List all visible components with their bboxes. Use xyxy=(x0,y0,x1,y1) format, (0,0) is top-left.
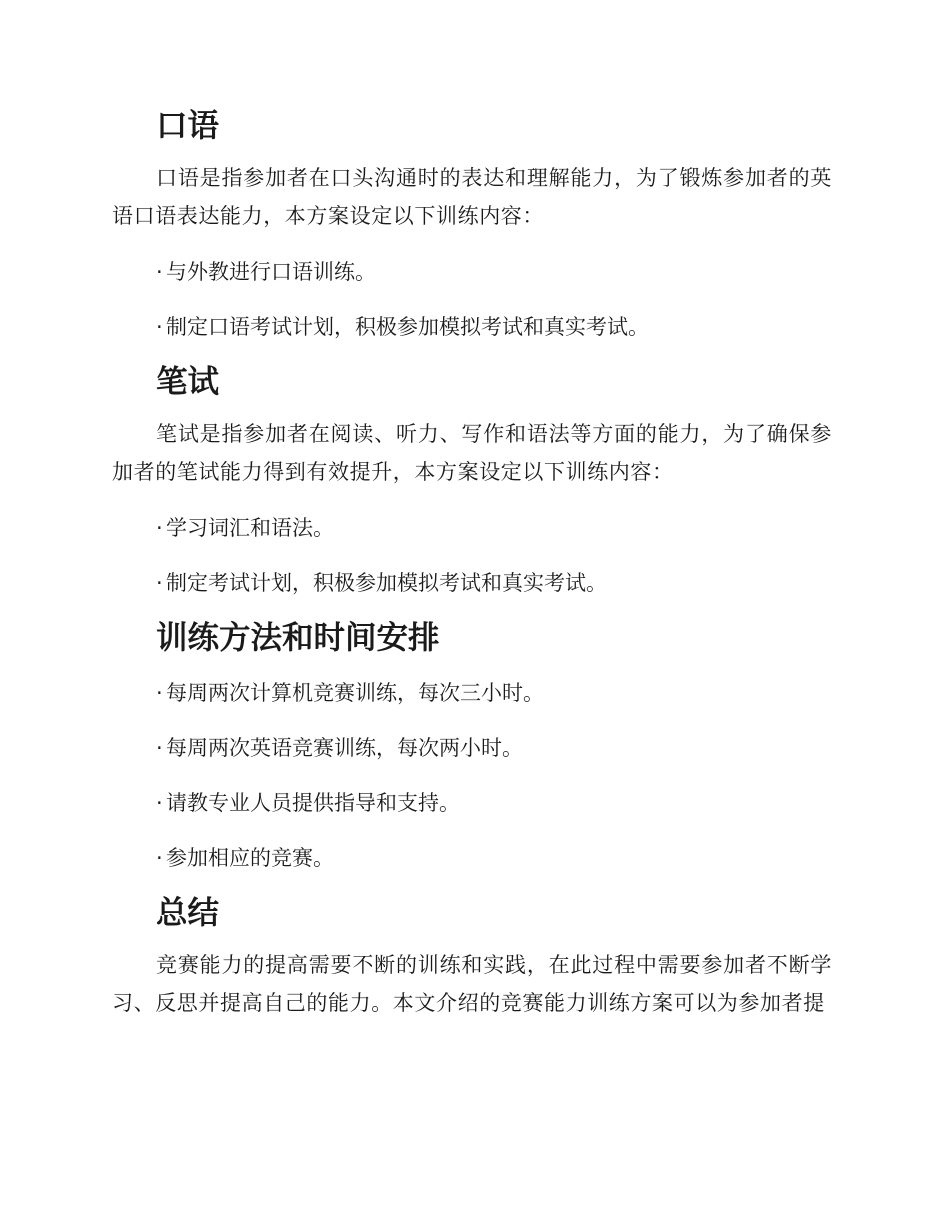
bullet-marker: · xyxy=(156,315,163,339)
list-item xyxy=(112,836,832,880)
bullet-marker: · xyxy=(156,516,163,540)
section-heading-schedule: 训练方法和时间安排 xyxy=(156,620,440,656)
bullet-marker: · xyxy=(156,571,163,595)
section-heading-summary: 总结 xyxy=(156,895,220,931)
list-item xyxy=(112,726,832,770)
list-item-text: 制定口语考试计划，积极参加模拟考试和真实考试。 xyxy=(166,315,649,339)
document-page xyxy=(112,104,832,1037)
section-heading-speaking: 口语 xyxy=(156,108,220,144)
list-item-text: 与外教进行口语训练。 xyxy=(166,260,376,284)
list-item xyxy=(112,506,832,550)
bullet-marker: · xyxy=(156,736,163,760)
bullet-marker: · xyxy=(156,260,163,284)
list-item xyxy=(112,671,832,715)
list-item-text: 学习词汇和语法。 xyxy=(166,516,334,540)
bullet-marker: · xyxy=(156,681,163,705)
section-paragraph-written: 笔试是指参加者在阅读、听力、写作和语法等方面的能力，为了确保参加者的笔试能力得到有效提升，本方案设定以下训练内容： xyxy=(112,422,832,484)
bullet-marker: · xyxy=(156,791,163,815)
list-item-text: 参加相应的竞赛。 xyxy=(166,846,334,870)
list-item xyxy=(112,781,832,825)
section-heading-written: 笔试 xyxy=(156,364,220,400)
list-item-text: 请教专业人员提供指导和支持。 xyxy=(166,791,460,815)
list-item-text: 每周两次英语竞赛训练，每次两小时。 xyxy=(166,736,523,760)
section-paragraph-speaking: 口语是指参加者在口头沟通时的表达和理解能力，为了锻炼参加者的英语口语表达能力，本方案设定以下训练内容： xyxy=(112,166,832,228)
list-item xyxy=(112,561,832,605)
list-item xyxy=(112,305,832,349)
list-item xyxy=(112,250,832,294)
section-paragraph-summary: 竞赛能力的提高需要不断的训练和实践，在此过程中需要参加者不断学习、反思并提高自己的能力。本文介绍的竞赛能力训练方案可以为参加者提 xyxy=(112,953,832,1015)
list-item-text: 制定考试计划，积极参加模拟考试和真实考试。 xyxy=(166,571,607,595)
bullet-marker: · xyxy=(156,846,163,870)
list-item-text: 每周两次计算机竞赛训练，每次三小时。 xyxy=(166,681,544,705)
